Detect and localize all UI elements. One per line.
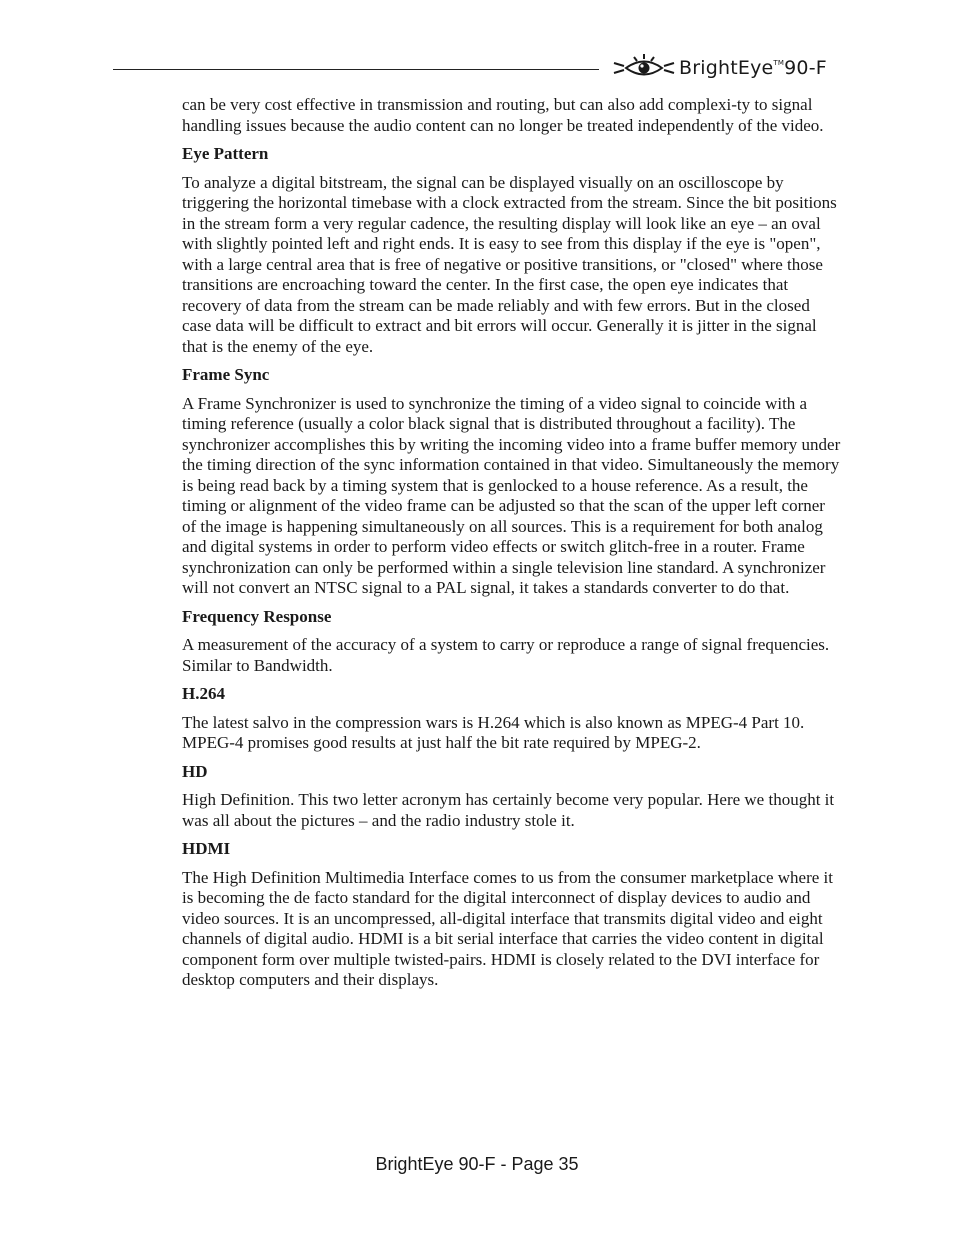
- brand-trademark: TM: [773, 59, 785, 67]
- section-heading-frequency-response: Frequency Response: [182, 606, 332, 626]
- section-heading-h264: H.264: [182, 684, 225, 703]
- section-body-frequency-response: A measurement of the accuracy of a system to carry or reproduce a range of signal frequencies. Similar to Bandwidth.: [182, 635, 830, 675]
- section-body-eye-pattern: To analyze a digital bitstream, the signal can be displayed visually on an oscilloscope by triggering the horizontal timebase with a clock extracted from the stream. Since the bit positions in the stream form a very regular cadence, the resulting display will look like an eye – an oval with slightly pointed left and right ends. It is easy to see from this display if the eye is "open", with a large central area that is free of negative or positive transitions, or "closed" where those transitions are encroaching toward the center. In the first case, the open eye indicates that recovery of data from the stream can be made reliably and with few errors. But in the closed case data will be difficult to extract and bit errors will occur. Generally it is jitter in the signal that is the enemy of the eye.: [182, 172, 837, 356]
- document-body: [182, 95, 842, 999]
- brand-logo: [612, 52, 844, 84]
- header-rule: [113, 69, 599, 70]
- section-body-h264: The latest salvo in the compression wars is H.264 which is also known as MPEG-4 Part 10. MPEG-4 promises good results at just half the bit rate required by MPEG-2.: [182, 712, 805, 752]
- brand-name: [679, 57, 827, 79]
- section-body-frame-sync: A Frame Synchronizer is used to synchronize the timing of a video signal to coincide with a timing reference (usually a color black signal that is distributed throughout a facility). The synchronizer accomplishes this by writing the incoming video into a frame buffer memory under the timing direction of the sync information contained in that video. Simultaneously the memory is being read back by a timing system that is genlocked to a house reference. As a result, the timing or alignment of the video frame can be adjusted so that the scan of the upper left corner of the image is happening simultaneously on all sources. This is a requirement for both analog and digital systems in order to perform video effects or switch glitch-free in a router. Frame synchronization can only be performed within a single television line standard. A synchronizer will not convert an NTSC signal to a PAL signal, it takes a standards converter to do that.: [182, 393, 841, 597]
- brand-model: 90-F: [784, 57, 827, 79]
- page-footer: BrightEye 90-F - Page 35: [375, 1154, 579, 1174]
- intro-paragraph: can be very cost effective in transmission and routing, but can also add complexi-ty to signal handling issues because the audio content can no longer be treated independently of the video.: [182, 95, 824, 135]
- section-heading-hd: HD: [182, 761, 208, 781]
- section-heading-hdmi: HDMI: [182, 839, 231, 858]
- section-body-hdmi: The High Definition Multimedia Interface comes to us from the consumer marketplace where it is becoming the de facto standard for the digital interconnect of display devices to audio and video sources. It is an uncompressed, all-digital interface that transmits digital video and eight channels of digital audio. HDMI is a bit serial interface that carries the video content in digital component form over multiple twisted-pairs. HDMI is closely related to the DVI interface for desktop computers and their displays.: [182, 867, 833, 989]
- section-heading-eye-pattern: Eye Pattern: [182, 144, 269, 163]
- brand-name-text: BrightEye: [679, 57, 774, 79]
- section-body-hd: High Definition. This two letter acronym has certainly become very popular. Here we thought it was all about the pictures – and the radio industry stole it.: [182, 790, 835, 830]
- stylized-eye-icon: [612, 53, 676, 83]
- section-heading-frame-sync: Frame Sync: [182, 365, 270, 384]
